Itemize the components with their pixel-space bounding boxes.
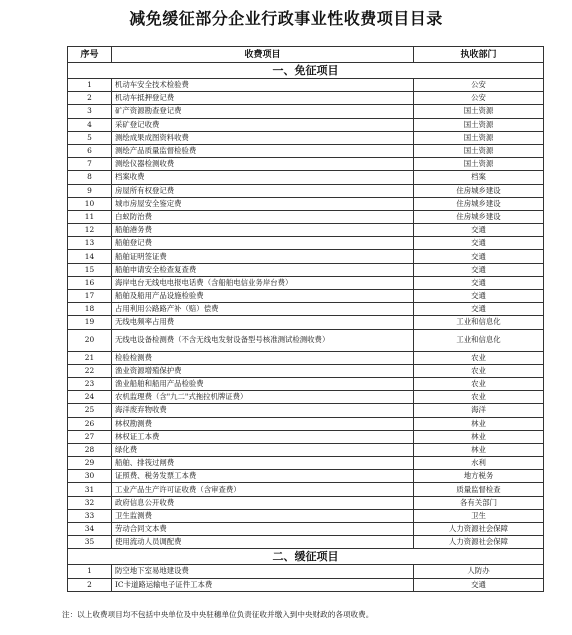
table-row [68, 404, 544, 417]
collecting-agency: 人防办 [414, 565, 544, 578]
collecting-agency: 人力资源社会保障 [414, 523, 544, 536]
collecting-agency: 水利 [414, 457, 544, 470]
table-row [68, 79, 544, 92]
table-row [68, 329, 544, 351]
collecting-agency: 交通 [414, 276, 544, 289]
fee-item: 占用利用公路路产补（赔）偿费 [112, 303, 414, 316]
fee-item: 海洋废弃物收费 [112, 404, 414, 417]
section-heading-row [68, 549, 544, 565]
row-number: 21 [68, 351, 112, 364]
row-number: 16 [68, 276, 112, 289]
fee-item: 劳动合同文本费 [112, 523, 414, 536]
table-row [68, 171, 544, 184]
table-row [68, 509, 544, 522]
table-row [68, 351, 544, 364]
collecting-agency: 林业 [414, 430, 544, 443]
table-row [68, 290, 544, 303]
fee-item: 政府信息公开收费 [112, 496, 414, 509]
row-number: 23 [68, 377, 112, 390]
row-number: 10 [68, 197, 112, 210]
table-row [68, 197, 544, 210]
collecting-agency: 质量监督检查 [414, 483, 544, 496]
fee-item: 无线电频率占用费 [112, 316, 414, 329]
row-number: 27 [68, 430, 112, 443]
row-number: 29 [68, 457, 112, 470]
table-row [68, 316, 544, 329]
collecting-agency: 国土资源 [414, 131, 544, 144]
row-number: 18 [68, 303, 112, 316]
table-row [68, 237, 544, 250]
table-row [68, 443, 544, 456]
table-row [68, 470, 544, 483]
row-number: 34 [68, 523, 112, 536]
collecting-agency: 海洋 [414, 404, 544, 417]
fee-item: 白蚁防治费 [112, 210, 414, 223]
row-number: 4 [68, 118, 112, 131]
fee-item: 船舶证明签证费 [112, 250, 414, 263]
table-row [68, 565, 544, 578]
fee-item: 无线电设备检测费（不含无线电发射设备型号核准测试检测收费） [112, 329, 414, 351]
table-row [68, 158, 544, 171]
row-number: 7 [68, 158, 112, 171]
collecting-agency: 农业 [414, 377, 544, 390]
table-row [68, 144, 544, 157]
collecting-agency: 公安 [414, 79, 544, 92]
table-row [68, 364, 544, 377]
fee-item: 海岸电台无线电电报电话费（含船舶电信业务岸台费） [112, 276, 414, 289]
collecting-agency: 交通 [414, 303, 544, 316]
collecting-agency: 住房城乡建设 [414, 184, 544, 197]
fee-item: 证照费、税务发票工本费 [112, 470, 414, 483]
row-number: 35 [68, 536, 112, 549]
collecting-agency: 交通 [414, 250, 544, 263]
row-number: 13 [68, 237, 112, 250]
row-number: 31 [68, 483, 112, 496]
table-row [68, 377, 544, 390]
row-number: 2 [68, 92, 112, 105]
row-number: 1 [68, 79, 112, 92]
row-number: 30 [68, 470, 112, 483]
fee-item: 档案收费 [112, 171, 414, 184]
row-number: 11 [68, 210, 112, 223]
fee-item: 工业产品生产许可证收费（含审查费） [112, 483, 414, 496]
collecting-agency: 农业 [414, 364, 544, 377]
row-number: 3 [68, 105, 112, 118]
header-item: 收费项目 [112, 47, 414, 63]
row-number: 25 [68, 404, 112, 417]
fee-item: 船舶及船用产品设施检验费 [112, 290, 414, 303]
collecting-agency: 住房城乡建设 [414, 197, 544, 210]
table-row [68, 523, 544, 536]
row-number: 22 [68, 364, 112, 377]
row-number: 1 [68, 565, 112, 578]
table-row [68, 578, 544, 591]
collecting-agency: 工业和信息化 [414, 316, 544, 329]
table-row [68, 118, 544, 131]
row-number: 9 [68, 184, 112, 197]
fee-item: 机动车抵押登记费 [112, 92, 414, 105]
table-row [68, 210, 544, 223]
fee-item: 城市房屋安全鉴定费 [112, 197, 414, 210]
row-number: 26 [68, 417, 112, 430]
table-row [68, 391, 544, 404]
fee-item: 船舶申请安全检查复查费 [112, 263, 414, 276]
fee-item: 船舶登记费 [112, 237, 414, 250]
table-row [68, 263, 544, 276]
section-heading-row [68, 63, 544, 79]
table-row [68, 224, 544, 237]
fee-item: 船舶港务费 [112, 224, 414, 237]
row-number: 5 [68, 131, 112, 144]
row-number: 12 [68, 224, 112, 237]
table-row [68, 184, 544, 197]
row-number: 19 [68, 316, 112, 329]
row-number: 33 [68, 509, 112, 522]
collecting-agency: 公安 [414, 92, 544, 105]
collecting-agency: 交通 [414, 237, 544, 250]
table-row [68, 131, 544, 144]
row-number: 14 [68, 250, 112, 263]
table-row [68, 536, 544, 549]
fee-table [67, 46, 544, 592]
fee-item: 矿产资源勘查登记费 [112, 105, 414, 118]
row-number: 28 [68, 443, 112, 456]
table-header-row [68, 47, 544, 63]
fee-item: 绿化费 [112, 443, 414, 456]
fee-item: 林权勘测费 [112, 417, 414, 430]
row-number: 20 [68, 329, 112, 351]
fee-item: IC卡道路运输电子证件工本费 [112, 578, 414, 591]
footnote: 注：以上收费项目均不包括中央单位及中央驻穗单位负责征收并缴入到中央财政的各项收费。 [62, 610, 374, 619]
row-number: 17 [68, 290, 112, 303]
fee-item: 林权证工本费 [112, 430, 414, 443]
fee-item: 检验检测费 [112, 351, 414, 364]
fee-item: 农机监理费（含"九二"式拖拉机牌证费） [112, 391, 414, 404]
fee-item: 测绘产品质量监督检验费 [112, 144, 414, 157]
row-number: 15 [68, 263, 112, 276]
table-row [68, 496, 544, 509]
header-no: 序号 [68, 47, 112, 63]
fee-item: 使用流动人员调配费 [112, 536, 414, 549]
collecting-agency: 国土资源 [414, 144, 544, 157]
collecting-agency: 农业 [414, 391, 544, 404]
table-row [68, 250, 544, 263]
collecting-agency: 工业和信息化 [414, 329, 544, 351]
header-agency: 执收部门 [414, 47, 544, 63]
collecting-agency: 地方税务 [414, 470, 544, 483]
page-title: 减免缓征部分企业行政事业性收费项目目录 [129, 9, 443, 28]
collecting-agency: 林业 [414, 417, 544, 430]
table-row [68, 457, 544, 470]
fee-item: 船舶、排筏过闸费 [112, 457, 414, 470]
collecting-agency: 卫生 [414, 509, 544, 522]
fee-item: 测绘仪器检测收费 [112, 158, 414, 171]
row-number: 24 [68, 391, 112, 404]
collecting-agency: 交通 [414, 290, 544, 303]
table-row [68, 417, 544, 430]
collecting-agency: 国土资源 [414, 118, 544, 131]
section-heading: 一、免征项目 [68, 63, 544, 79]
fee-item: 机动车安全技术检验费 [112, 79, 414, 92]
collecting-agency: 交通 [414, 578, 544, 591]
fee-item: 卫生监测费 [112, 509, 414, 522]
table-row [68, 276, 544, 289]
fee-item: 采矿登记收费 [112, 118, 414, 131]
collecting-agency: 交通 [414, 224, 544, 237]
table-row [68, 92, 544, 105]
fee-item: 渔业资源增殖保护费 [112, 364, 414, 377]
collecting-agency: 国土资源 [414, 158, 544, 171]
row-number: 8 [68, 171, 112, 184]
fee-table-body [68, 47, 544, 592]
row-number: 32 [68, 496, 112, 509]
collecting-agency: 人力资源社会保障 [414, 536, 544, 549]
collecting-agency: 住房城乡建设 [414, 210, 544, 223]
collecting-agency: 林业 [414, 443, 544, 456]
collecting-agency: 农业 [414, 351, 544, 364]
table-row [68, 430, 544, 443]
row-number: 2 [68, 578, 112, 591]
collecting-agency: 交通 [414, 263, 544, 276]
table-row [68, 105, 544, 118]
fee-item: 防空地下室易地建设费 [112, 565, 414, 578]
collecting-agency: 档案 [414, 171, 544, 184]
row-number: 6 [68, 144, 112, 157]
fee-item: 房屋所有权登记费 [112, 184, 414, 197]
fee-item: 测绘成果成图资料收费 [112, 131, 414, 144]
section-heading: 二、缓征项目 [68, 549, 544, 565]
table-row [68, 483, 544, 496]
collecting-agency: 各有关部门 [414, 496, 544, 509]
table-row [68, 303, 544, 316]
fee-item: 渔业船舶和船用产品检验费 [112, 377, 414, 390]
collecting-agency: 国土资源 [414, 105, 544, 118]
